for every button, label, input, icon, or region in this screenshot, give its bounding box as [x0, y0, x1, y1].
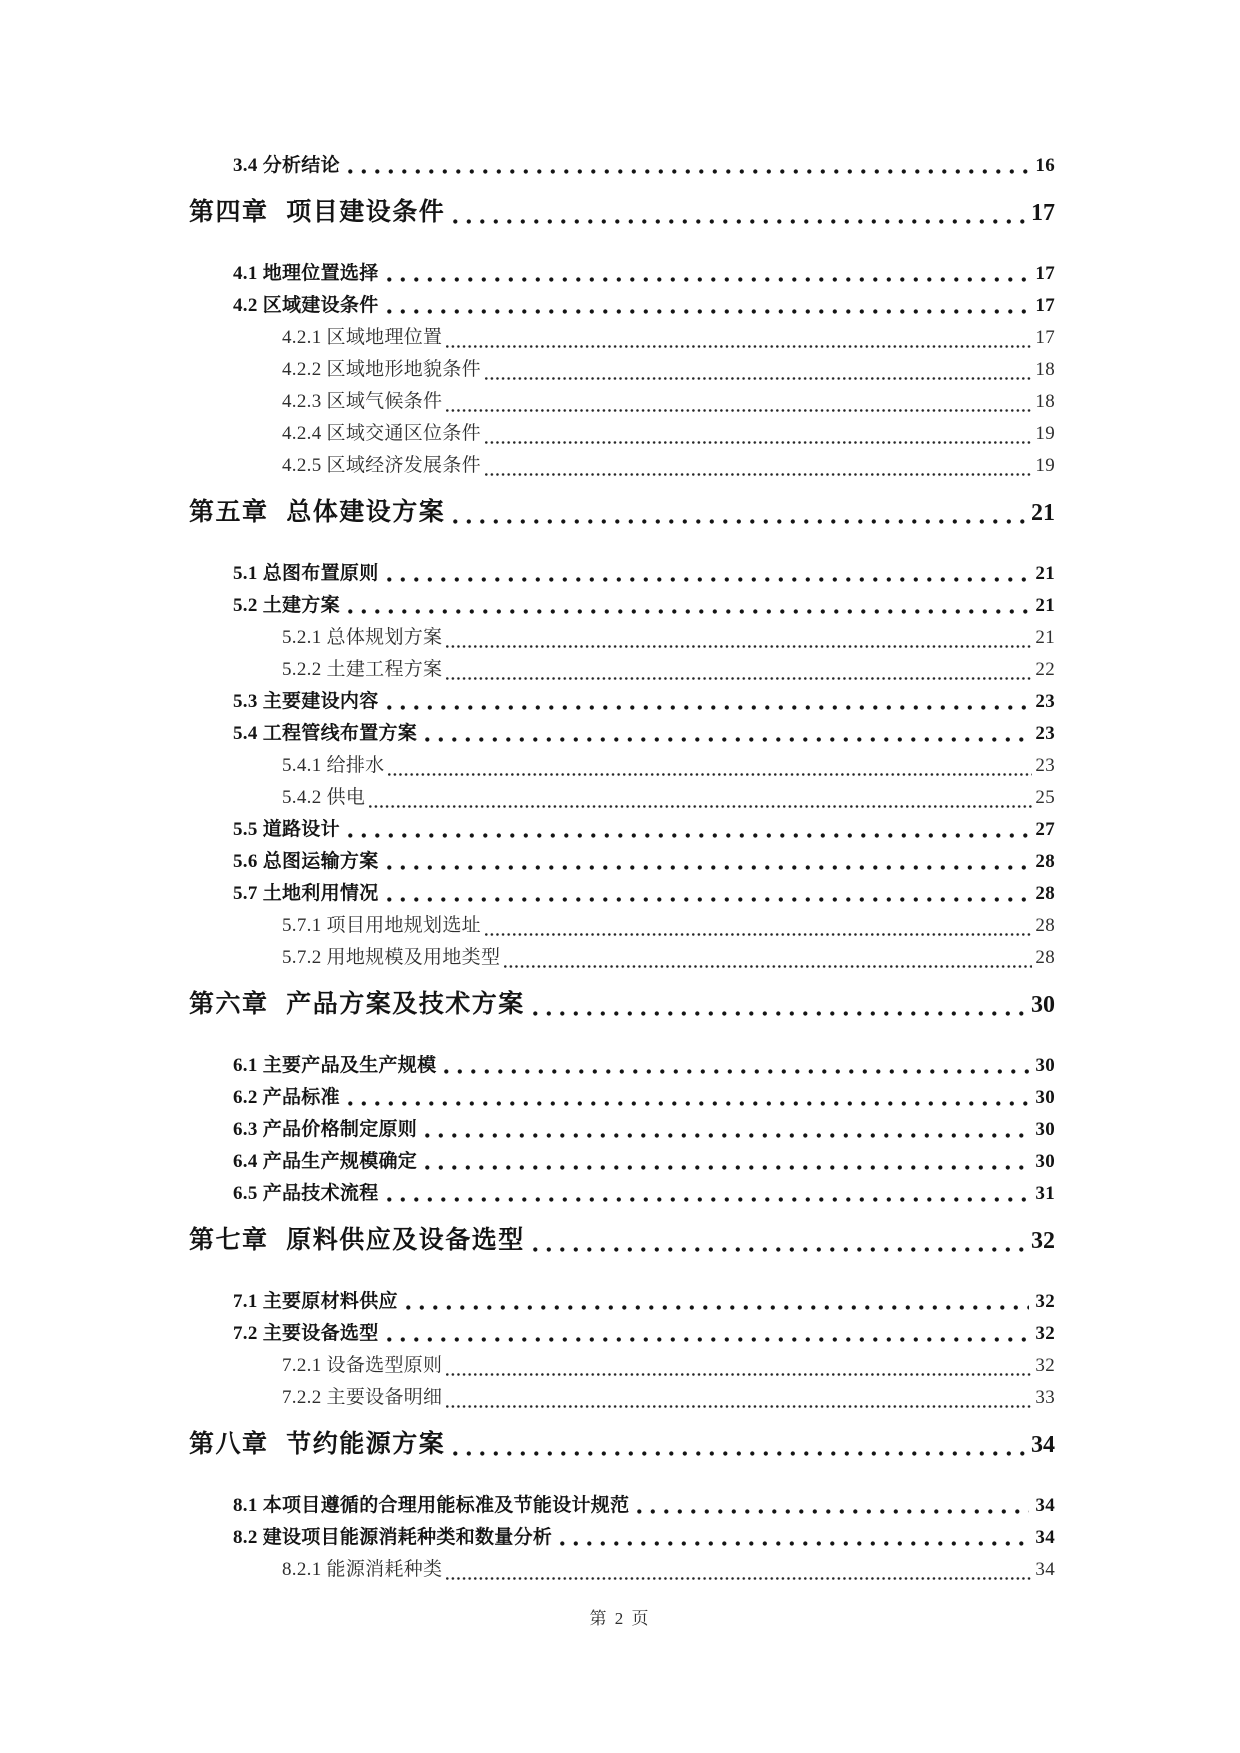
toc-entry[interactable] [189, 1178, 1055, 1210]
toc-dot-leader [446, 1371, 1032, 1378]
toc-entry-label: 6.4 产品生产规模确定 [233, 1151, 418, 1172]
toc-entry[interactable] [189, 1286, 1055, 1318]
toc-entry-label: 5.7 土地利用情况 [233, 883, 379, 904]
toc-entry-label: 5.4.2 供电 [282, 787, 366, 808]
toc-entry-label: 6.1 主要产品及生产规模 [233, 1055, 437, 1076]
toc-entry[interactable] [189, 1426, 1055, 1464]
toc-page-number: 34 [1035, 1495, 1055, 1516]
toc-page-number: 23 [1035, 723, 1055, 744]
toc-page-number: 34 [1035, 1527, 1055, 1548]
toc-page-number: 28 [1035, 915, 1055, 936]
toc-dot-leader [387, 575, 1030, 584]
toc-entry-label: 7.2.2 主要设备明细 [282, 1387, 443, 1408]
table-of-contents [189, 150, 1055, 1586]
toc-entry[interactable] [189, 450, 1055, 482]
toc-entry-label: 6.2 产品标准 [233, 1087, 340, 1108]
toc-entry-label: 5.4.1 给排水 [282, 755, 385, 776]
toc-dot-leader [446, 407, 1032, 414]
toc-page-number: 30 [1035, 1055, 1055, 1076]
toc-entry-label: 5.7.1 项目用地规划选址 [282, 915, 481, 936]
toc-dot-leader [425, 1131, 1029, 1140]
toc-entry[interactable] [189, 686, 1055, 718]
toc-entry-label: 5.4 工程管线布置方案 [233, 723, 418, 744]
toc-entry[interactable] [189, 942, 1055, 974]
toc-entry[interactable] [189, 1554, 1055, 1586]
toc-entry[interactable] [189, 1318, 1055, 1350]
toc-page-number: 22 [1035, 659, 1055, 680]
toc-entry[interactable] [189, 782, 1055, 814]
toc-dot-leader [425, 1163, 1029, 1172]
toc-dot-leader [485, 375, 1032, 382]
toc-entry[interactable] [189, 290, 1055, 322]
toc-page-number: 21 [1035, 627, 1055, 648]
toc-dot-leader [533, 1245, 1025, 1254]
toc-entry-label: 第七章 原料供应及设备选型 [189, 1227, 525, 1254]
toc-entry[interactable] [189, 590, 1055, 622]
toc-page-number: 21 [1031, 500, 1055, 526]
toc-entry[interactable] [189, 1382, 1055, 1414]
toc-dot-leader [369, 803, 1032, 810]
toc-entry-label: 8.2 建设项目能源消耗种类和数量分析 [233, 1527, 553, 1548]
toc-dot-leader [446, 343, 1032, 350]
toc-page-number: 33 [1035, 1387, 1055, 1408]
toc-dot-leader [637, 1507, 1029, 1516]
toc-entry[interactable] [189, 386, 1055, 418]
toc-page-number: 21 [1035, 595, 1055, 616]
toc-entry[interactable] [189, 150, 1055, 182]
toc-dot-leader [453, 217, 1025, 226]
toc-entry-label: 5.7.2 用地规模及用地类型 [282, 947, 501, 968]
toc-dot-leader [388, 771, 1032, 778]
toc-dot-leader [444, 1067, 1029, 1076]
toc-dot-leader [387, 307, 1030, 316]
toc-dot-leader [387, 275, 1030, 284]
toc-dot-leader [348, 831, 1029, 840]
toc-entry-label: 6.3 产品价格制定原则 [233, 1119, 418, 1140]
toc-dot-leader [453, 517, 1025, 526]
toc-page-number: 30 [1035, 1087, 1055, 1108]
toc-entry-label: 第五章 总体建设方案 [189, 499, 446, 526]
toc-page-number: 32 [1035, 1355, 1055, 1376]
toc-entry-label: 8.2.1 能源消耗种类 [282, 1559, 443, 1580]
toc-entry[interactable] [189, 1082, 1055, 1114]
toc-entry[interactable] [189, 718, 1055, 750]
toc-dot-leader [485, 931, 1032, 938]
toc-page-number: 32 [1035, 1323, 1055, 1344]
toc-entry-label: 第四章 项目建设条件 [189, 199, 446, 226]
toc-page-number: 23 [1035, 691, 1055, 712]
toc-page-number: 34 [1031, 1432, 1055, 1458]
toc-dot-leader [348, 167, 1029, 176]
toc-page-number: 17 [1035, 327, 1055, 348]
toc-entry-label: 5.2.2 土建工程方案 [282, 659, 443, 680]
toc-entry[interactable] [189, 194, 1055, 232]
toc-entry[interactable] [189, 878, 1055, 910]
toc-entry-label: 5.5 道路设计 [233, 819, 340, 840]
toc-page-number: 30 [1035, 1151, 1055, 1172]
toc-entry[interactable] [189, 846, 1055, 878]
page-footer [0, 1603, 1240, 1635]
toc-entry-label: 4.2.5 区域经济发展条件 [282, 455, 481, 476]
toc-entry[interactable] [189, 1522, 1055, 1554]
toc-dot-leader [348, 1099, 1029, 1108]
toc-entry-label: 5.2.1 总体规划方案 [282, 627, 443, 648]
toc-entry[interactable] [189, 750, 1055, 782]
toc-entry[interactable] [189, 1350, 1055, 1382]
toc-page-number: 30 [1035, 1119, 1055, 1140]
toc-entry-label: 第八章 节约能源方案 [189, 1431, 446, 1458]
toc-dot-leader [485, 471, 1032, 478]
toc-entry-label: 4.2 区域建设条件 [233, 295, 379, 316]
toc-entry[interactable] [189, 622, 1055, 654]
toc-entry[interactable] [189, 1146, 1055, 1178]
toc-entry-label: 7.2.1 设备选型原则 [282, 1355, 443, 1376]
toc-entry[interactable] [189, 258, 1055, 290]
toc-page-number: 19 [1035, 455, 1055, 476]
toc-entry-label: 7.1 主要原材料供应 [233, 1291, 398, 1312]
toc-dot-leader [387, 703, 1030, 712]
toc-entry[interactable] [189, 558, 1055, 590]
toc-entry[interactable] [189, 986, 1055, 1024]
toc-page-number: 28 [1035, 947, 1055, 968]
toc-page-number: 17 [1035, 295, 1055, 316]
toc-dot-leader [387, 895, 1030, 904]
toc-entry[interactable] [189, 814, 1055, 846]
toc-dot-leader [446, 1575, 1032, 1582]
toc-entry-label: 第六章 产品方案及技术方案 [189, 991, 525, 1018]
toc-dot-leader [560, 1539, 1029, 1548]
toc-entry-label: 5.2 土建方案 [233, 595, 340, 616]
toc-entry-label: 4.1 地理位置选择 [233, 263, 379, 284]
toc-entry[interactable] [189, 494, 1055, 532]
toc-dot-leader [425, 735, 1029, 744]
toc-entry-label: 5.1 总图布置原则 [233, 563, 379, 584]
toc-dot-leader [348, 607, 1029, 616]
toc-page-number: 23 [1035, 755, 1055, 776]
toc-page-number: 19 [1035, 423, 1055, 444]
toc-dot-leader [485, 439, 1032, 446]
toc-entry[interactable] [189, 1114, 1055, 1146]
toc-page-number: 16 [1035, 155, 1055, 176]
toc-entry[interactable] [189, 1222, 1055, 1260]
toc-dot-leader [504, 963, 1032, 970]
toc-entry[interactable] [189, 322, 1055, 354]
toc-dot-leader [387, 863, 1030, 872]
toc-entry-label: 4.2.4 区域交通区位条件 [282, 423, 481, 444]
toc-page-number: 32 [1035, 1291, 1055, 1312]
toc-dot-leader [387, 1195, 1030, 1204]
toc-page-number: 25 [1035, 787, 1055, 808]
toc-entry[interactable] [189, 1490, 1055, 1522]
toc-entry-label: 5.6 总图运输方案 [233, 851, 379, 872]
toc-dot-leader [406, 1303, 1030, 1312]
toc-dot-leader [446, 643, 1032, 650]
toc-page-number: 27 [1035, 819, 1055, 840]
toc-entry[interactable] [189, 354, 1055, 386]
toc-page-number: 17 [1035, 263, 1055, 284]
toc-dot-leader [387, 1335, 1030, 1344]
toc-entry-label: 4.2.2 区域地形地貌条件 [282, 359, 481, 380]
toc-dot-leader [453, 1449, 1025, 1458]
toc-page-number: 17 [1031, 200, 1055, 226]
toc-page-number: 34 [1035, 1559, 1055, 1580]
toc-entry[interactable] [189, 1050, 1055, 1082]
toc-page-number: 28 [1035, 851, 1055, 872]
toc-page-number: 21 [1035, 563, 1055, 584]
page-footer-text: 第 2 页 [589, 1609, 651, 1628]
toc-entry[interactable] [189, 418, 1055, 450]
toc-page-number: 18 [1035, 359, 1055, 380]
toc-dot-leader [446, 1403, 1032, 1410]
toc-entry-label: 6.5 产品技术流程 [233, 1183, 379, 1204]
toc-page-number: 32 [1031, 1228, 1055, 1254]
toc-page-number: 30 [1031, 992, 1055, 1018]
toc-page-number: 28 [1035, 883, 1055, 904]
toc-entry-label: 3.4 分析结论 [233, 155, 340, 176]
toc-dot-leader [533, 1009, 1025, 1018]
toc-entry-label: 5.3 主要建设内容 [233, 691, 379, 712]
toc-page-number: 31 [1035, 1183, 1055, 1204]
toc-entry-label: 8.1 本项目遵循的合理用能标准及节能设计规范 [233, 1495, 630, 1516]
toc-entry-label: 4.2.3 区域气候条件 [282, 391, 443, 412]
toc-entry-label: 4.2.1 区域地理位置 [282, 327, 443, 348]
toc-dot-leader [446, 675, 1032, 682]
toc-entry[interactable] [189, 910, 1055, 942]
toc-page-number: 18 [1035, 391, 1055, 412]
toc-entry-label: 7.2 主要设备选型 [233, 1323, 379, 1344]
toc-entry[interactable] [189, 654, 1055, 686]
